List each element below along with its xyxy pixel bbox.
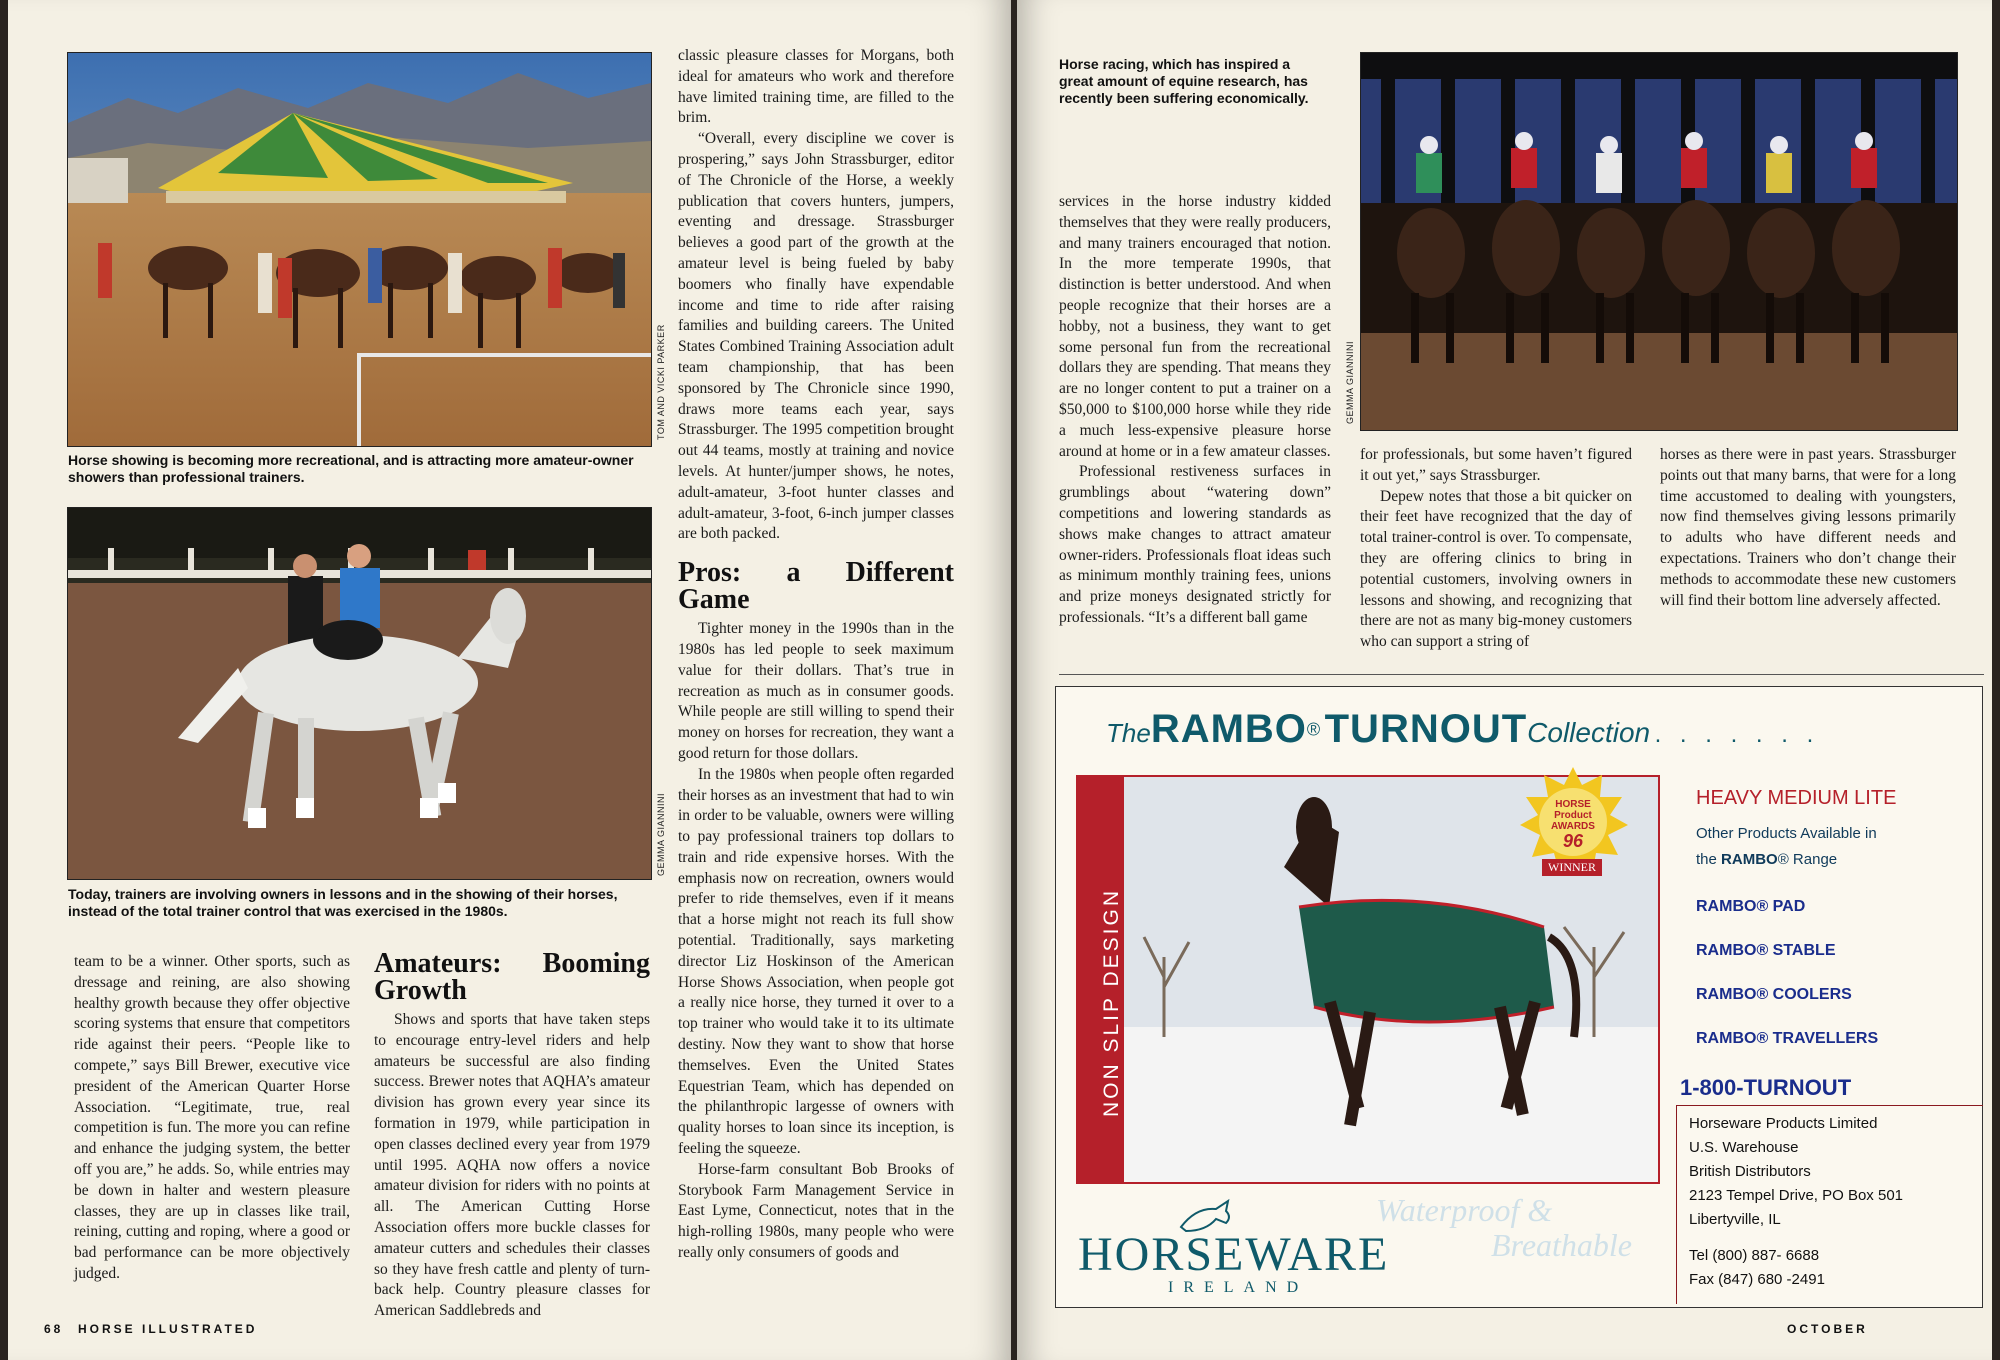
ad-other-products: Other Products Available in <box>1696 825 1877 842</box>
horseware-ireland: IRELAND <box>1168 1279 1309 1296</box>
paragraph: classic pleasure classes for Morgans, both ideal for amateurs who work and therefore have limited training time, are filled to the brim. <box>678 47 954 127</box>
racing-caption: Horse racing, which has inspired a great amount of equine research, has recently been suffering economically. <box>1059 56 1309 106</box>
paragraph: team to be a winner. Other sports, such as dressage and reining, are also showing healthy growth because they offer objective scoring systems that ensure that competitors ride against their peers. “People like to compete,” says Bill Brewer, executive vice president of the American Quarter Horse Association. “Legitimate, true, real competition is fun. The more you can refine and enhance the judging system, the better off you are,” he adds. So, while entries may be down in halter and western pleasure classes, they are up in classes like trail, reining, cutting and roping, where a good or bad performance can be more objectively judged. <box>74 953 350 1282</box>
left-column-3 <box>678 46 954 1264</box>
award-winner: WINNER <box>1542 859 1602 876</box>
contact-line: Libertyville, IL <box>1689 1211 1781 1228</box>
paragraph: Depew notes that those a bit quicker on their feet have recognized that the day of total trainer-control is over. To compensate, they are offering clinics to bring in potential customers, involving owners in lessons and showing, and recognizing that there are not as many big-money customers who can support a string of <box>1360 487 1632 651</box>
ad-phone-big: 1-800-TURNOUT <box>1680 1075 1852 1100</box>
contact-line: Horseware Products Limited <box>1689 1115 1878 1132</box>
award-mid: Product AWARDS <box>1551 810 1595 832</box>
paragraph: services in the horse industry kidded themselves that they were really producers, and many trainers encouraged that notion. In the more temperate 1990s, that distinction is better understood. And when people recognize that their horses are a hobby, not a business, they want to get some personal fun from the recreational dollars they are spending. That means they are no longer content to put a trainer on a $50,000 to $100,000 horse while they ride a much less-expensive pleasure horse around at home or in a few amateur classes. <box>1059 193 1331 460</box>
right-page <box>1017 0 1992 1360</box>
paragraph: Horse-farm consultant Bob Brooks of Storybook Farm Management Service in East Lyme, Connecticut, notes that in the high-rolling 1980s, many people who were really only consumers of goods and <box>678 1160 954 1262</box>
ad-title-collection: Collection <box>1527 717 1651 748</box>
paragraph: Shows and sports that have taken steps to encourage entry-level riders and help amateurs be successful are also finding success. Brewer notes that AQHA’s amateur division has grown every year since its formation in 1979, while participation in open classes declined every year from 1979 until 1995. AQHA now offers a novice amateur division for riders with no points at all. The American Cutting Horse Association offers more buckle classes for amateur cutters and schedules their classes so they have fresh cattle and plenty of turn-back help. Country pleasure classes for American Saddlebreds and <box>374 1011 650 1320</box>
ad-title-the: The <box>1106 718 1151 748</box>
contact-tel: Tel (800) 887- 6688 <box>1689 1247 1820 1264</box>
product-pad: RAMBO® PAD <box>1696 898 1806 915</box>
product-stable: RAMBO® STABLE <box>1696 942 1836 959</box>
ad-range-post: ® Range <box>1777 851 1838 868</box>
paragraph: Professional restiveness surfaces in grumblings about “watering down” competitions and lowering standards as shows make changes to attract amateur owner-riders. Professionals float ideas such as minimum monthly training fees, unions and prize moneys designated strictly for professionals. “It’s a different ball game <box>1059 463 1331 626</box>
ad-headline <box>1106 707 1819 752</box>
left-column-1 <box>74 952 350 1285</box>
ad-title-reg: ® <box>1306 719 1321 740</box>
photo2-credit: GEMMA GIANNINI <box>656 792 666 876</box>
ad-title-brand: RAMBO <box>1150 707 1307 751</box>
award-year: 96 <box>1562 831 1584 851</box>
product-coolers: RAMBO® COOLERS <box>1696 986 1852 1003</box>
left-page <box>8 0 1011 1360</box>
paragraph: for professionals, but some haven’t figured it out yet,” says Strassburger. <box>1360 446 1632 484</box>
page-number: 68 <box>44 1322 64 1336</box>
ad-title-turnout: TURNOUT <box>1324 707 1528 751</box>
paragraph: Tighter money in the 1990s than in the 1980s has led people to seek maximum value for their dollars. That’s true in recreation as much as in consumer goods. While people are still willing to spend their money on horses for recreation, they want a good return for those dollars. <box>678 620 954 762</box>
non-slip-label: NON SLIP DESIGN <box>1100 888 1123 1117</box>
photo2-caption: Today, trainers are involving owners in lessons and in the showing of their horses, instead of the total trainer control that was exercised in the 1980s. <box>68 886 618 919</box>
horse-racing-photo <box>1360 52 1958 431</box>
dressage-horse-photo <box>67 507 652 880</box>
section-heading-pros: Pros: a Different Game <box>678 557 954 616</box>
right-column-1 <box>1059 192 1331 629</box>
slogan-line-2: Breathable <box>1491 1227 1632 1263</box>
horse-show-photo <box>67 52 652 447</box>
slogan-line-1: Waterproof & <box>1376 1192 1553 1228</box>
paragraph: “Overall, every discipline we cover is prospering,” says John Strassburger, editor of The Chronicle of the Horse, a weekly publication that covers hunters, jumpers, eventing and dressage. Strassburger believes a good part of the growth at the amateur level is being fueled by baby boomers who finally have expendable income and time to ride after raising families and building careers. The United States Combined Training Association adult team championship, that has been sponsored by The Chronicle since 1990, draws more teams each year, says Strassburger. The 1995 competition brought out 44 teams, mostly at training and novice levels. At hunter/jumper shows, he notes, adult-amateur, 3-foot hunter classes and adult-amateur, 3-foot, 6-inch jumper classes are both packed. <box>678 130 954 543</box>
section-heading-amateurs: Amateurs: Booming Growth <box>374 948 650 1006</box>
paragraph: horses as there were in past years. Strassburger points out that many barns, that were for a long time accustomed to dealing with youngsters, now find themselves giving lessons primarily to adults who have different needs and expectations. Trainers who don’t change their methods to accommodate these new customers will find their bottom line adversely affected. <box>1660 446 1956 609</box>
right-column-2 <box>1360 445 1632 653</box>
award-top: HORSE <box>1555 799 1591 810</box>
ad-photo-frame <box>1076 775 1660 1184</box>
paragraph: In the 1980s when people often regarded their horses as an investment that had to win in order to be valuable, owners were willing to pay professional trainers top dollars to train and ride expensive horses. With the emphasis now on recreation, owners would prefer to ride themselves, even if it means that a horse might not reach its full show potential. Traditionally, says marketing director Liz Hoskinson of the American Horse Shows Association, when people got a really nice horse, they turned it over to a top trainer who would take it to its ultimate destiny. Now they want to show that horse themselves. Even the United States Equestrian Team, which has depended on the philanthropic largesse of owners with quality horses to loan since its inception, is feeling the squeeze. <box>678 765 954 1158</box>
divider-rule <box>1059 674 1984 675</box>
ad-weights: HEAVY MEDIUM LITE <box>1696 787 1897 809</box>
award-badge <box>1518 767 1628 877</box>
non-slip-band <box>1078 777 1122 1182</box>
ad-range-brand: RAMBO <box>1721 851 1778 868</box>
photo1-credit: TOM AND VICKI PARKER <box>656 324 666 440</box>
left-column-2 <box>374 944 650 1322</box>
ad-range-pre: the <box>1696 851 1717 868</box>
rambo-turnout-ad <box>1055 686 1983 1308</box>
ad-product-list <box>1696 885 1878 1061</box>
magazine-title: HORSE ILLUSTRATED <box>78 1322 258 1336</box>
ad-rambo-range <box>1696 851 1837 868</box>
contact-line: 2123 Tempel Drive, PO Box 501 <box>1689 1187 1904 1204</box>
contact-line: British Distributors <box>1689 1163 1811 1180</box>
horseware-logo: HORSEWARE <box>1078 1228 1390 1281</box>
contact-line: U.S. Warehouse <box>1689 1139 1799 1156</box>
right-column-3 <box>1660 445 1956 611</box>
contact-fax: Fax (847) 680 -2491 <box>1689 1271 1825 1288</box>
ad-title-dots: . . . . . . . <box>1654 721 1820 748</box>
product-travellers: RAMBO® TRAVELLERS <box>1696 1030 1879 1047</box>
racing-photo-credit: GEMMA GIANNINI <box>1345 340 1355 424</box>
photo1-caption: Horse showing is becoming more recreational, and is attracting more amateur-owner showers than professional trainers. <box>68 452 634 485</box>
folio-month: OCTOBER <box>1787 1322 1868 1336</box>
ad-contact-box <box>1676 1105 1983 1304</box>
